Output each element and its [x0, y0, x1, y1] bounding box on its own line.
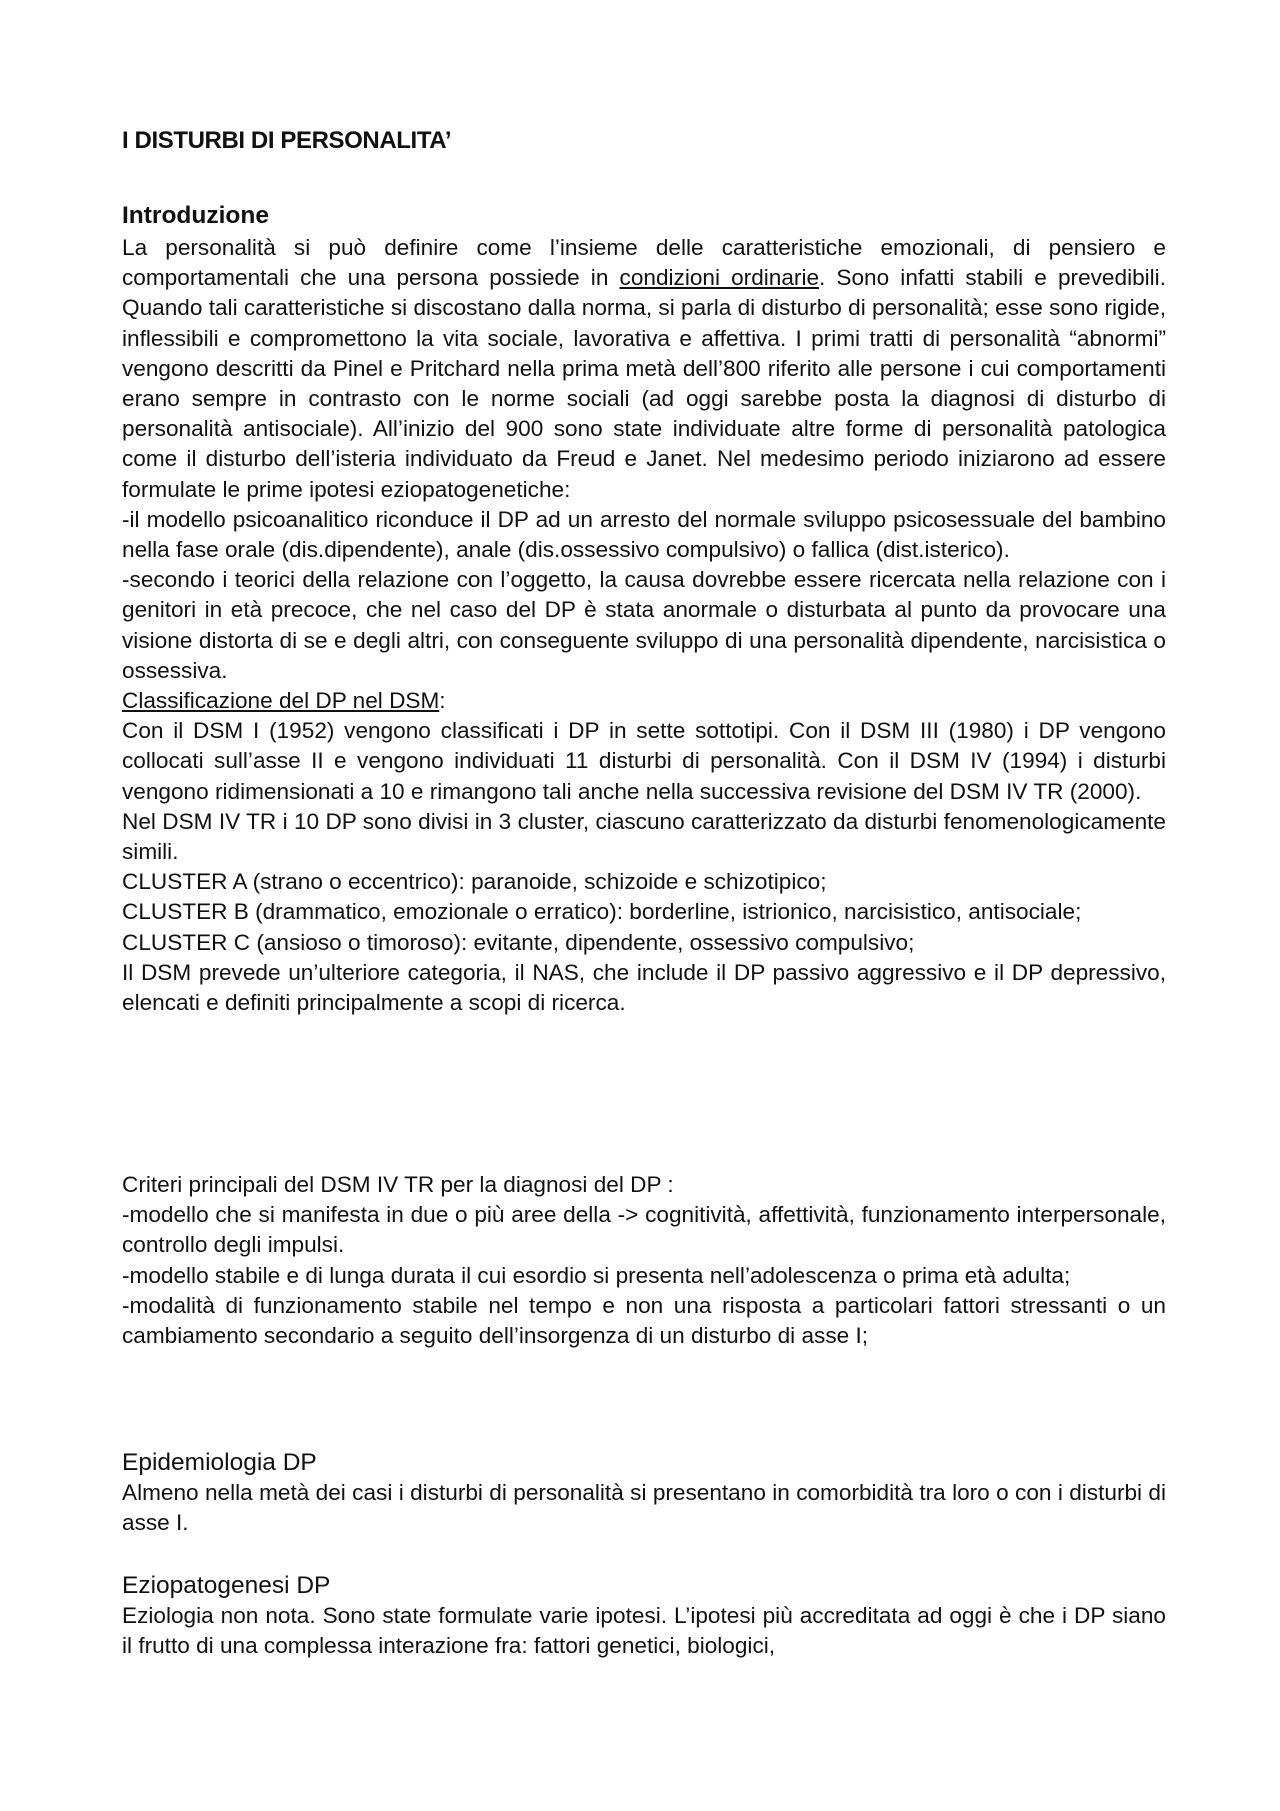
cluster-a-line: CLUSTER A (strano o eccentrico): paranoide, schizoide e schizotipico;: [122, 869, 827, 895]
cluster-c-line: CLUSTER C (ansioso o timoroso): evitante, dipendente, ossessivo compulsivo;: [122, 929, 915, 955]
intro-section: [122, 233, 1166, 1018]
intro-paragraph: La personalità si può definire come l’insieme delle caratteristiche emozionali, di pensiero e comportamentali che una persona possiede in condizioni ordinarie. Sono infatti stabili e prevedibili. Quando tali caratteristiche si discostano dalla norma, si parla di disturbo di personalità; esse sono rigide, inflessibili e compromettono la vita sociale, lavorativa e affettiva. I primi tratti di personalità “abnormi” vengono descritti da Pinel e Pritchard nella prima metà dell’800 riferito alle persone i cui comportamenti erano sempre in contrasto con le norme sociali (ad oggi sarebbe posta la diagnosi di disturbo di personalità antisociale). All’inizio del 900 sono state individuate altre forme di personalità patologica come il disturbo dell’isteria individuato da Freud e Janet. Nel medesimo periodo iniziarono ad essere formulate le prime ipotesi eziopatogenetiche:: [122, 235, 1166, 502]
object-relations-paragraph: -secondo i teorici della relazione con l’oggetto, la causa dovrebbe essere ricercata nella relazione con i genitori in età precoce, che nel caso del DP è stata anormale o disturbata al punto da provocare una visione distorta di se e degli altri, con conseguente sviluppo di una personalità dipendente, narcisistica o ossessiva.: [122, 567, 1166, 683]
nas-paragraph: Il DSM prevede un’ulteriore categoria, il NAS, che include il DP passivo aggressivo e il DP depressivo, elencati e definiti principalmente a scopi di ricerca.: [122, 959, 1166, 1016]
criteria-heading: Criteri principali del DSM IV TR per la diagnosi del DP :: [122, 1172, 674, 1197]
epidemiology-paragraph: Almeno nella metà dei casi i disturbi di personalità si presentano in comorbidità tra loro o con i disturbi di asse I.: [122, 1480, 1166, 1536]
psychoanalytic-model-paragraph: -il modello psicoanalitico riconduce il DP ad un arresto del normale sviluppo psicosessuale del bambino nella fase orale (dis.dipendente), anale (dis.ossessivo compulsivo) o fallica (dist.isterico).: [122, 506, 1166, 563]
epidemiology-section: [122, 1448, 1166, 1538]
epidemiology-heading: Epidemiologia DP: [122, 1449, 317, 1476]
dsm-history-paragraph: Con il DSM I (1952) vengono classificati i DP in sette sottotipi. Con il DSM III (1980) i DP vengono collocati sull’asse II e vengono individuati 11 disturbi di personalità. Con il DSM IV (1994) i disturbi vengono ridimensionati a 10 e rimangono tali anche nella successiva revisione del DSM IV TR (2000).: [122, 718, 1166, 804]
intro-heading: Introduzione: [122, 202, 269, 229]
etiology-paragraph: Eziologia non nota. Sono state formulate varie ipotesi. L’ipotesi più accreditata ad oggi è che i DP siano il frutto di una complessa interazione fra: fattori genetici, biologici,: [122, 1603, 1166, 1659]
etiology-section: [122, 1571, 1166, 1661]
document-title: I DISTURBI DI PERSONALITA’: [122, 127, 452, 154]
cluster-b-line: CLUSTER B (drammatico, emozionale o erratico): borderline, istrionico, narcisistico, antisociale;: [122, 899, 1082, 925]
underlined-term: condizioni ordinarie: [619, 265, 820, 291]
classification-heading: Classificazione del DP nel DSM:: [122, 688, 446, 714]
cluster-intro-paragraph: Nel DSM IV TR i 10 DP sono divisi in 3 cluster, ciascuno caratterizzato da disturbi fenomenologicamente simili.: [122, 808, 1166, 865]
criteria-item-3: -modalità di funzionamento stabile nel tempo e non una risposta a particolari fattori stressanti o un cambiamento secondario a seguito dell’insorgenza di un disturbo di asse I;: [122, 1292, 1166, 1349]
criteria-item-1: -modello che si manifesta in due o più aree della -> cognitività, affettività, funzionamento interpersonale, controllo degli impulsi.: [122, 1202, 1166, 1258]
criteria-section: [122, 1170, 1166, 1351]
criteria-item-2: -modello stabile e di lunga durata il cui esordio si presenta nell’adolescenza o prima età adulta;: [122, 1262, 1071, 1288]
etiology-heading: Eziopatogenesi DP: [122, 1572, 331, 1599]
